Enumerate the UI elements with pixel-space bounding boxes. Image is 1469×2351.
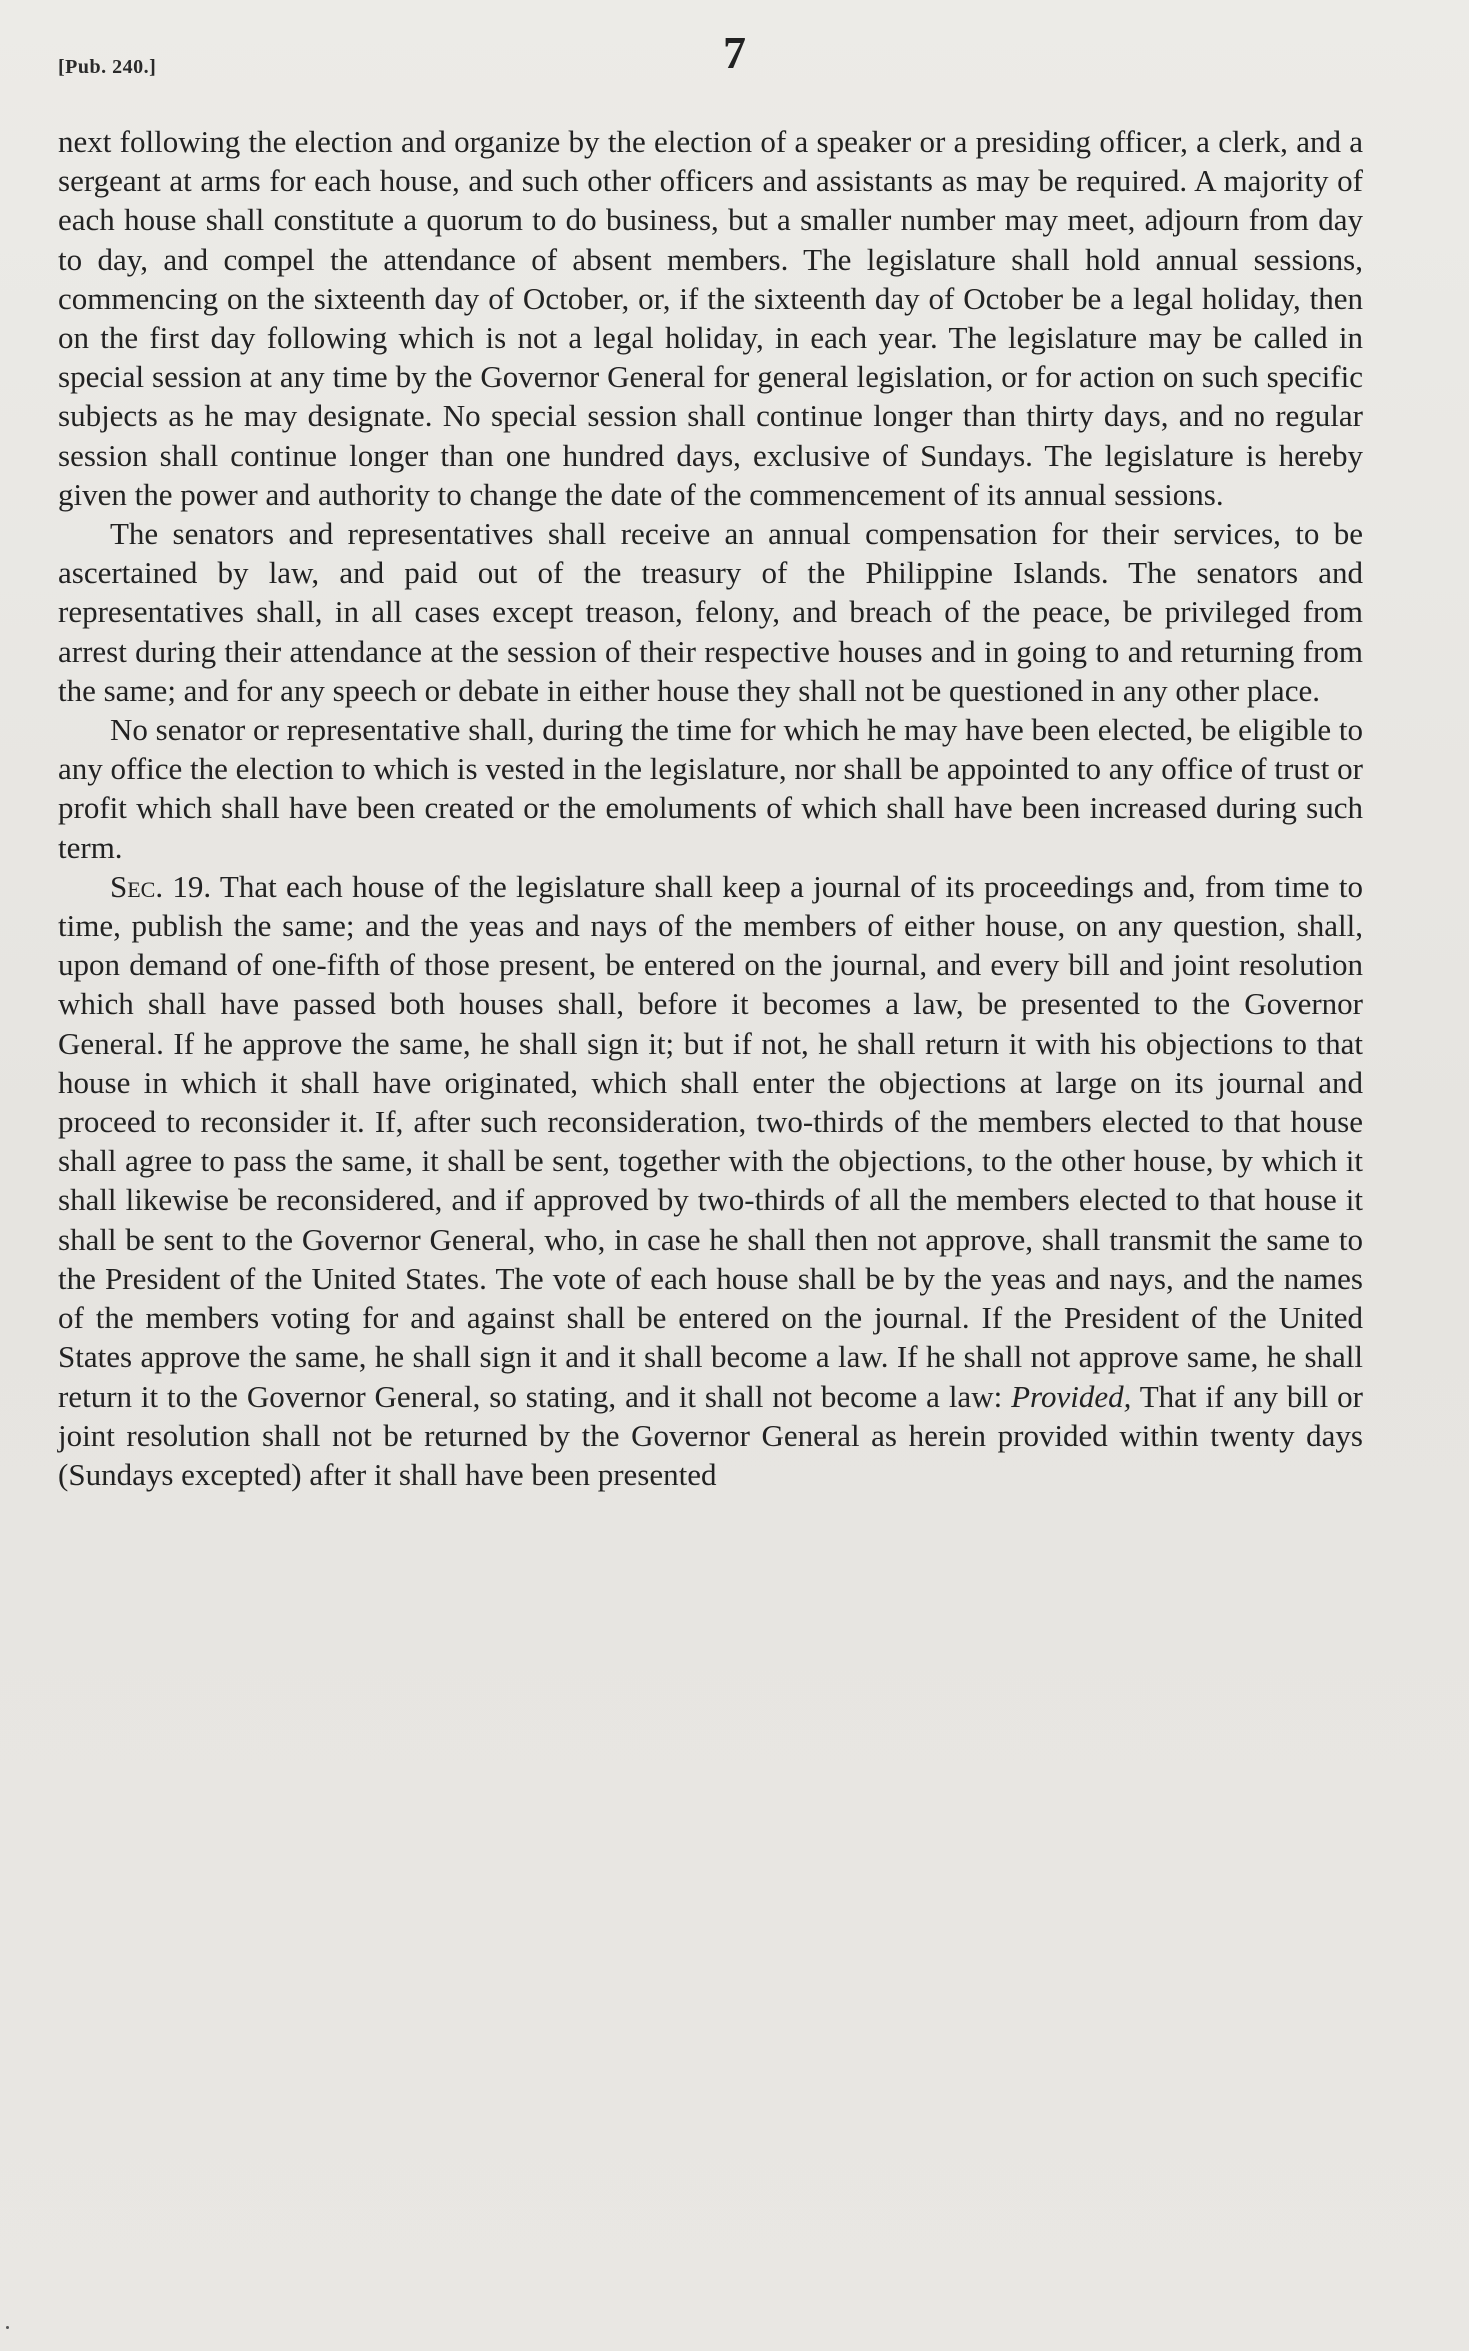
paragraph-sessions: next following the election and organize by the election of a speaker or a presiding officer, a clerk, and a sergeant at arms for each house, and such other officers and assistants as may be required. A majority of each house shall constitute a quorum to do business, but a smaller number may meet, adjourn from day to day, and compel the attendance of absent members. The legislature shall hold annual sessions, commencing on the sixteenth day of October, or, if the sixteenth day of October be a legal holiday, then on the first day following which is not a legal holiday, in each year. The legislature may be called in special session at any time by the Governor General for general legislation, or for action on such specific subjects as he may designate. No special session shall continue longer than thirty days, and no regular session shall continue longer than one hundred days, exclusive of Sundays. The legislature is hereby given the power and authority to change the date of the commencement of its annual sessions. xyxy=(58,124,1363,512)
body-text xyxy=(58,122,1363,1494)
paragraph-eligibility: No senator or representative shall, during the time for which he may have been elected, be eligible to any office the election to which is vested in the legislature, nor shall be appointed to any office of trust or profit which shall have been created or the emoluments of which shall have been increased during such term. xyxy=(58,712,1363,865)
page-number: 7 xyxy=(723,27,746,78)
section-19-text-a: That each house of the legislature shall keep a journal of its proceedings and, from time to time, publish the same; and the yeas and nays of the members of either house, on any question, shall, upon demand of one-fifth of those present, be entered on the journal, and every bill and joint resolution which shall have passed both houses shall, before it becomes a law, be presented to the Governor General. If he approve the same, he shall sign it; but if not, he shall return it with his objections to that house in which it shall have originated, which shall enter the objections at large on its journal and proceed to reconsider it. If, after such reconsideration, two-thirds of the members elected to that house shall agree to pass the same, it shall be sent, together with the objections, to the other house, by which it shall likewise be reconsidered, and if approved by two-thirds of all the members elected to that house it shall be sent to the Governor General, who, in case he shall then not approve, shall transmit the same to the President of the United States. The vote of each house shall be by the yeas and nays, and the names of the members voting for and against shall be entered on the journal. If the President of the United States approve the same, he shall sign it and it shall become a law. If he shall not approve same, he shall return it to the Governor General, so stating, and it shall not become a law: xyxy=(58,868,1363,1414)
paragraph-compensation: The senators and representatives shall receive an annual compensation for their services, to be ascertained by law, and paid out of the treasury of the Philippine Islands. The senators and representatives shall, in all cases except treason, felony, and breach of the peace, be privileged from arrest during their attendance at the session of their respective houses and in going to and returning from the same; and for any speech or debate in either house they shall not be questioned in any other place. xyxy=(58,516,1363,708)
provided-term: Provided, xyxy=(1011,1378,1132,1414)
publication-reference: [Pub. 240.] xyxy=(58,56,157,78)
edge-mark xyxy=(6,2326,9,2329)
paragraph-section-19 xyxy=(58,867,1363,1494)
section-19-text-b: That if any bill or joint resolution shall not be returned by the Governor General as herein provided within twenty days (Sundays excepted) after it shall have been presented xyxy=(58,1378,1363,1492)
section-label: Sec. 19. xyxy=(110,868,212,904)
